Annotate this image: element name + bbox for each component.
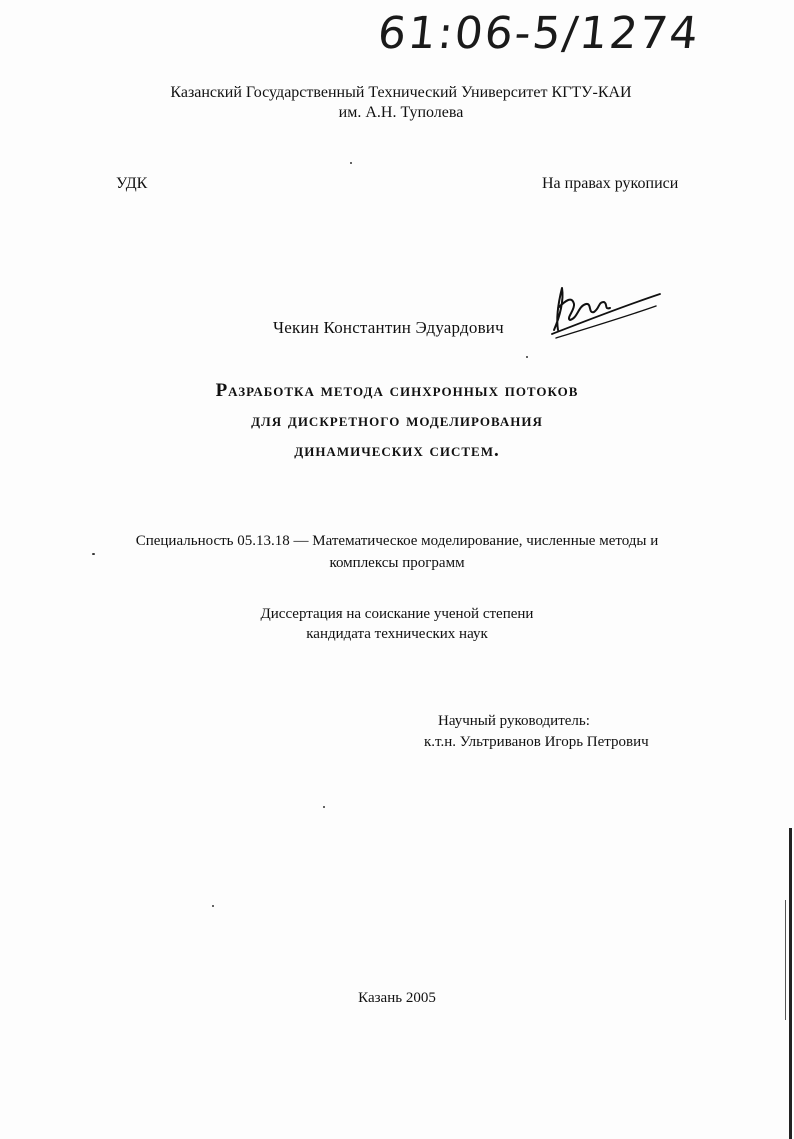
institution-header (4, 83, 794, 123)
rights-label: На правах рукописи (542, 175, 679, 192)
specialty-block (0, 530, 794, 574)
institution-named-after: им. А.Н. Туполева (338, 104, 464, 121)
supervisor-name: к.т.н. Ультриванов Игорь Петрович (424, 734, 649, 750)
archive-number: 61:06-5/1274 (375, 8, 703, 59)
author-name: Чекин Константин Эдуардович (273, 318, 504, 337)
title-line-1: Разработка метода синхронных потоков (215, 380, 579, 401)
scan-speck (323, 806, 325, 808)
supervisor-block (424, 711, 649, 753)
scan-speck (526, 356, 528, 358)
degree-line-1: Диссертация на соискание ученой степени (260, 606, 534, 622)
signature-icon (548, 278, 664, 340)
degree-block (0, 604, 794, 644)
scan-edge-mark (789, 828, 792, 1139)
specialty-line-1: Специальность 05.13.18 — Математическое моделирование, численные методы и (135, 533, 659, 549)
title-line-2: для дискретного моделирования (251, 410, 543, 431)
scan-speck (212, 905, 214, 907)
supervisor-role: Научный руководитель: (438, 713, 590, 729)
title-line-3: динамических систем. (294, 440, 500, 461)
udk-label: УДК (116, 175, 148, 192)
specialty-line-2: комплексы программ (329, 555, 465, 571)
institution-name: Казанский Государственный Технический Университет КГТУ-КАИ (170, 84, 632, 101)
scan-speck (350, 162, 352, 164)
scan-edge-mark (785, 900, 786, 1020)
city-year: Казань 2005 (358, 990, 436, 1006)
scan-speck (92, 553, 95, 555)
dissertation-title (0, 376, 794, 466)
degree-line-2: кандидата технических наук (306, 626, 488, 642)
